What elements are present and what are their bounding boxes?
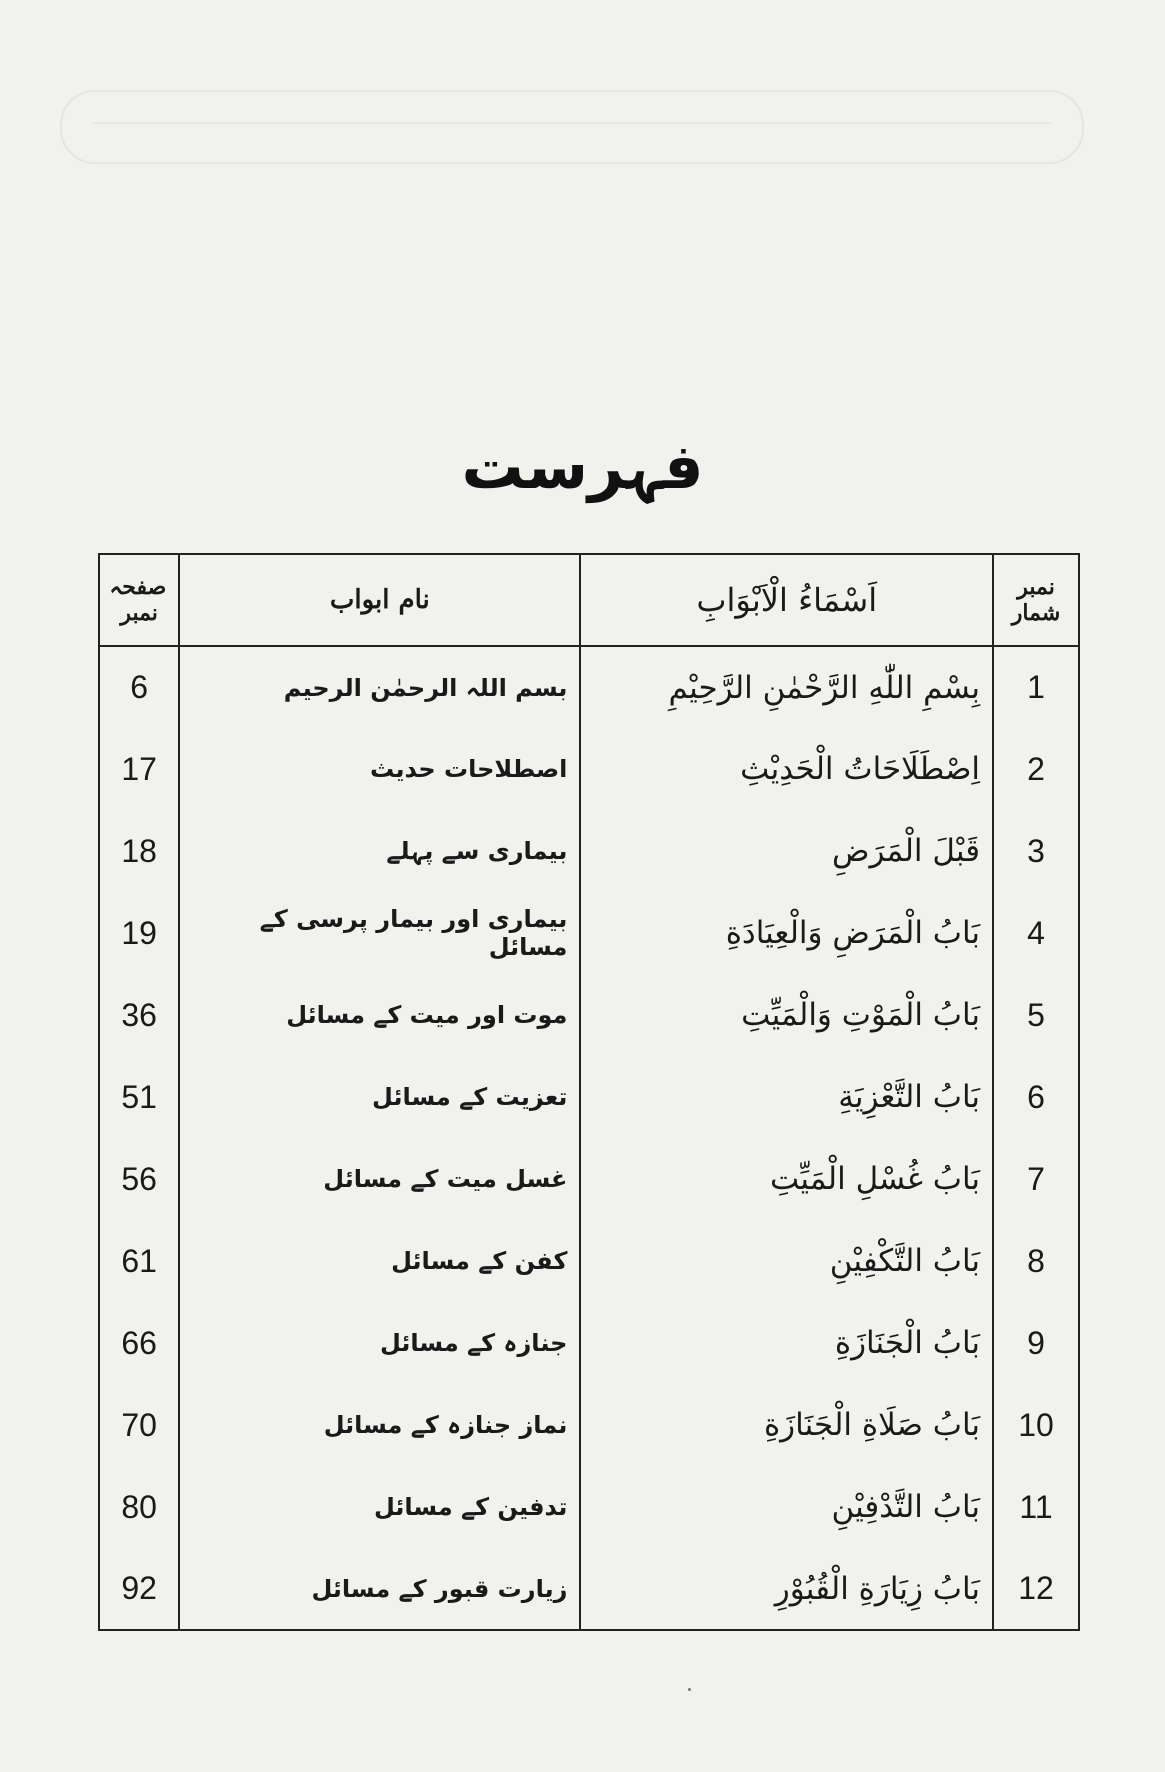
table-row bbox=[99, 1220, 1079, 1302]
table-row bbox=[99, 1548, 1079, 1630]
row-urdu-title: موت اور میت کے مسائل bbox=[179, 974, 580, 1056]
row-arabic-title: بَابُ التَّكْفِيْنِ bbox=[580, 1220, 993, 1302]
faint-header-ornament bbox=[60, 90, 1084, 164]
header-urdu-title: نام ابواب bbox=[179, 554, 580, 646]
row-page-number: 70 bbox=[99, 1384, 179, 1466]
row-page-number: 80 bbox=[99, 1466, 179, 1548]
row-page-number: 56 bbox=[99, 1138, 179, 1220]
row-page-number: 36 bbox=[99, 974, 179, 1056]
row-arabic-title: قَبْلَ الْمَرَضِ bbox=[580, 810, 993, 892]
row-page-number: 61 bbox=[99, 1220, 179, 1302]
row-urdu-title: کفن کے مسائل bbox=[179, 1220, 580, 1302]
header-page-number: صفحہ نمبر bbox=[99, 554, 179, 646]
row-urdu-title: تعزیت کے مسائل bbox=[179, 1056, 580, 1138]
row-arabic-title: بَابُ الْمَرَضِ وَالْعِيَادَةِ bbox=[580, 892, 993, 974]
row-serial: 3 bbox=[993, 810, 1079, 892]
row-arabic-title: بَابُ صَلَاةِ الْجَنَازَةِ bbox=[580, 1384, 993, 1466]
row-arabic-title: بَابُ التَّدْفِيْنِ bbox=[580, 1466, 993, 1548]
row-page-number: 18 bbox=[99, 810, 179, 892]
table-row bbox=[99, 646, 1079, 728]
row-serial: 5 bbox=[993, 974, 1079, 1056]
row-arabic-title: بَابُ الْجَنَازَةِ bbox=[580, 1302, 993, 1384]
row-serial: 6 bbox=[993, 1056, 1079, 1138]
row-serial: 11 bbox=[993, 1466, 1079, 1548]
table-row bbox=[99, 728, 1079, 810]
row-serial: 1 bbox=[993, 646, 1079, 728]
row-urdu-title: غسل میت کے مسائل bbox=[179, 1138, 580, 1220]
table-row bbox=[99, 1056, 1079, 1138]
table-row bbox=[99, 810, 1079, 892]
row-arabic-title: بَابُ زِيَارَةِ الْقُبُوْرِ bbox=[580, 1548, 993, 1630]
table-row bbox=[99, 1384, 1079, 1466]
table-row bbox=[99, 1466, 1079, 1548]
table-row bbox=[99, 974, 1079, 1056]
row-arabic-title: بَابُ التَّعْزِيَةِ bbox=[580, 1056, 993, 1138]
row-arabic-title: اِصْطَلَاحَاتُ الْحَدِيْثِ bbox=[580, 728, 993, 810]
row-page-number: 92 bbox=[99, 1548, 179, 1630]
row-arabic-title: بَابُ الْمَوْتِ وَالْمَيِّتِ bbox=[580, 974, 993, 1056]
row-urdu-title: زیارت قبور کے مسائل bbox=[179, 1548, 580, 1630]
row-arabic-title: بِسْمِ اللّٰهِ الرَّحْمٰنِ الرَّحِيْمِ bbox=[580, 646, 993, 728]
table-row bbox=[99, 1138, 1079, 1220]
row-page-number: 17 bbox=[99, 728, 179, 810]
table-header-row bbox=[99, 554, 1079, 646]
row-urdu-title: اصطلاحات حدیث bbox=[179, 728, 580, 810]
row-serial: 9 bbox=[993, 1302, 1079, 1384]
row-arabic-title: بَابُ غُسْلِ الْمَيِّتِ bbox=[580, 1138, 993, 1220]
table-row bbox=[99, 1302, 1079, 1384]
row-serial: 2 bbox=[993, 728, 1079, 810]
table-row bbox=[99, 892, 1079, 974]
row-page-number: 6 bbox=[99, 646, 179, 728]
row-page-number: 51 bbox=[99, 1056, 179, 1138]
table-of-contents bbox=[98, 553, 1080, 1631]
header-serial: نمبر شمار bbox=[993, 554, 1079, 646]
row-serial: 10 bbox=[993, 1384, 1079, 1466]
row-serial: 4 bbox=[993, 892, 1079, 974]
row-serial: 12 bbox=[993, 1548, 1079, 1630]
row-urdu-title: بیماری سے پہلے bbox=[179, 810, 580, 892]
row-page-number: 66 bbox=[99, 1302, 179, 1384]
row-urdu-title: جنازہ کے مسائل bbox=[179, 1302, 580, 1384]
page-title: فہرست bbox=[461, 430, 704, 503]
row-page-number: 19 bbox=[99, 892, 179, 974]
row-serial: 8 bbox=[993, 1220, 1079, 1302]
row-urdu-title: تدفین کے مسائل bbox=[179, 1466, 580, 1548]
header-arabic-title: اَسْمَاءُ الْاَبْوَابِ bbox=[580, 554, 993, 646]
row-urdu-title: نماز جنازہ کے مسائل bbox=[179, 1384, 580, 1466]
row-serial: 7 bbox=[993, 1138, 1079, 1220]
row-urdu-title: بسم اللہ الرحمٰن الرحیم bbox=[179, 646, 580, 728]
row-urdu-title: بیماری اور بیمار پرسی کے مسائل bbox=[179, 892, 580, 974]
stray-dot bbox=[688, 1688, 691, 1691]
table-body bbox=[99, 646, 1079, 1630]
